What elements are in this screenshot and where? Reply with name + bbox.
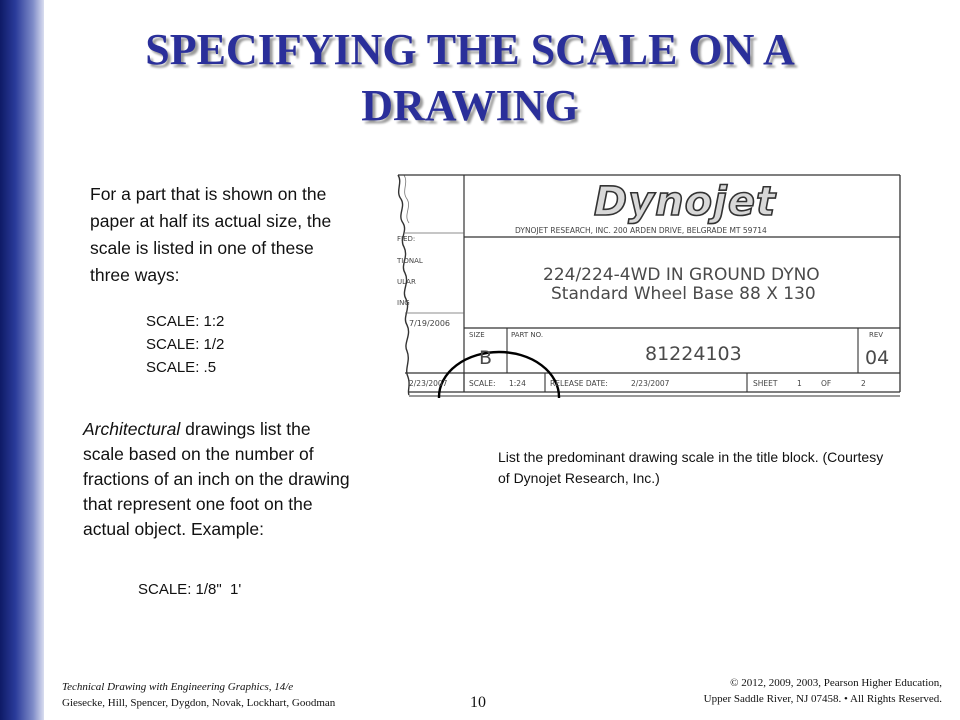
left-label-4: ING <box>397 299 410 307</box>
scale-example-fraction: SCALE: 1/2 <box>146 336 225 353</box>
title-line-1: SPECIFYING THE SCALE ON A <box>145 25 795 74</box>
date-approved: 7/19/2006 <box>409 319 451 328</box>
footer-book-info <box>62 679 335 711</box>
scale-example-ratio: SCALE: 1:2 <box>146 313 225 330</box>
dynojet-logo: Dynojet <box>593 179 777 225</box>
rev-label: REV <box>869 331 884 339</box>
left-label-1: FIED: <box>397 235 416 243</box>
size-value: B <box>479 347 493 369</box>
left-label-3: ULAR <box>397 278 416 286</box>
scale-label: SCALE: <box>469 379 496 388</box>
release-date-label: RELEASE DATE: <box>550 379 608 388</box>
architectural-text: drawings list the scale based on the number of fractions of an inch on the drawing that represent one foot on the actual object. Example: <box>83 419 350 539</box>
sidebar-gradient <box>0 0 44 720</box>
title-block-figure <box>395 173 905 398</box>
of-label: OF <box>821 379 832 388</box>
size-label: SIZE <box>469 331 485 339</box>
title-line-2: DRAWING <box>361 81 579 130</box>
copyright-line-2: Upper Saddle River, NJ 07458. • All Rights Reserved. <box>703 693 942 705</box>
scale-examples <box>146 310 224 379</box>
architectural-scale-example: SCALE: 1/8" 1' <box>138 581 242 598</box>
date-drawn: 2/23/2007 <box>409 379 448 388</box>
slide-title <box>60 22 880 134</box>
architectural-word: Architectural <box>83 419 181 439</box>
sheet-label: SHEET <box>753 379 778 388</box>
drawing-title-line2: Standard Wheel Base 88 X 130 <box>551 284 816 304</box>
company-address: DYNOJET RESEARCH, INC. 200 ARDEN DRIVE, BELGRADE MT 59714 <box>515 226 767 235</box>
drawing-title-line1: 224/224-4WD IN GROUND DYNO <box>543 265 820 285</box>
architectural-paragraph <box>83 417 351 542</box>
book-title: Technical Drawing with Engineering Graphics, 14/e <box>62 681 294 693</box>
footer-copyright <box>620 675 942 707</box>
left-label-2: TIONAL <box>397 257 423 265</box>
scale-value: 1:24 <box>509 379 526 388</box>
part-number: 81224103 <box>645 343 742 365</box>
of-value: 2 <box>861 379 866 388</box>
release-date-value: 2/23/2007 <box>631 379 670 388</box>
page-number: 10 <box>470 694 486 711</box>
part-no-label: PART NO. <box>511 331 544 339</box>
book-authors: Giesecke, Hill, Spencer, Dygdon, Novak, Lockhart, Goodman <box>62 697 336 709</box>
copyright-line-1: © 2012, 2009, 2003, Pearson Higher Education, <box>730 677 942 689</box>
figure-caption: List the predominant drawing scale in the title block. (Courtesy of Dynojet Research, Inc.) <box>498 449 884 486</box>
scale-example-decimal: SCALE: .5 <box>146 359 217 376</box>
half-size-paragraph: For a part that is shown on the paper at half its actual size, the scale is listed in one of these three ways: <box>90 184 332 285</box>
rev-value: 04 <box>865 347 890 369</box>
sheet-value: 1 <box>797 379 802 388</box>
